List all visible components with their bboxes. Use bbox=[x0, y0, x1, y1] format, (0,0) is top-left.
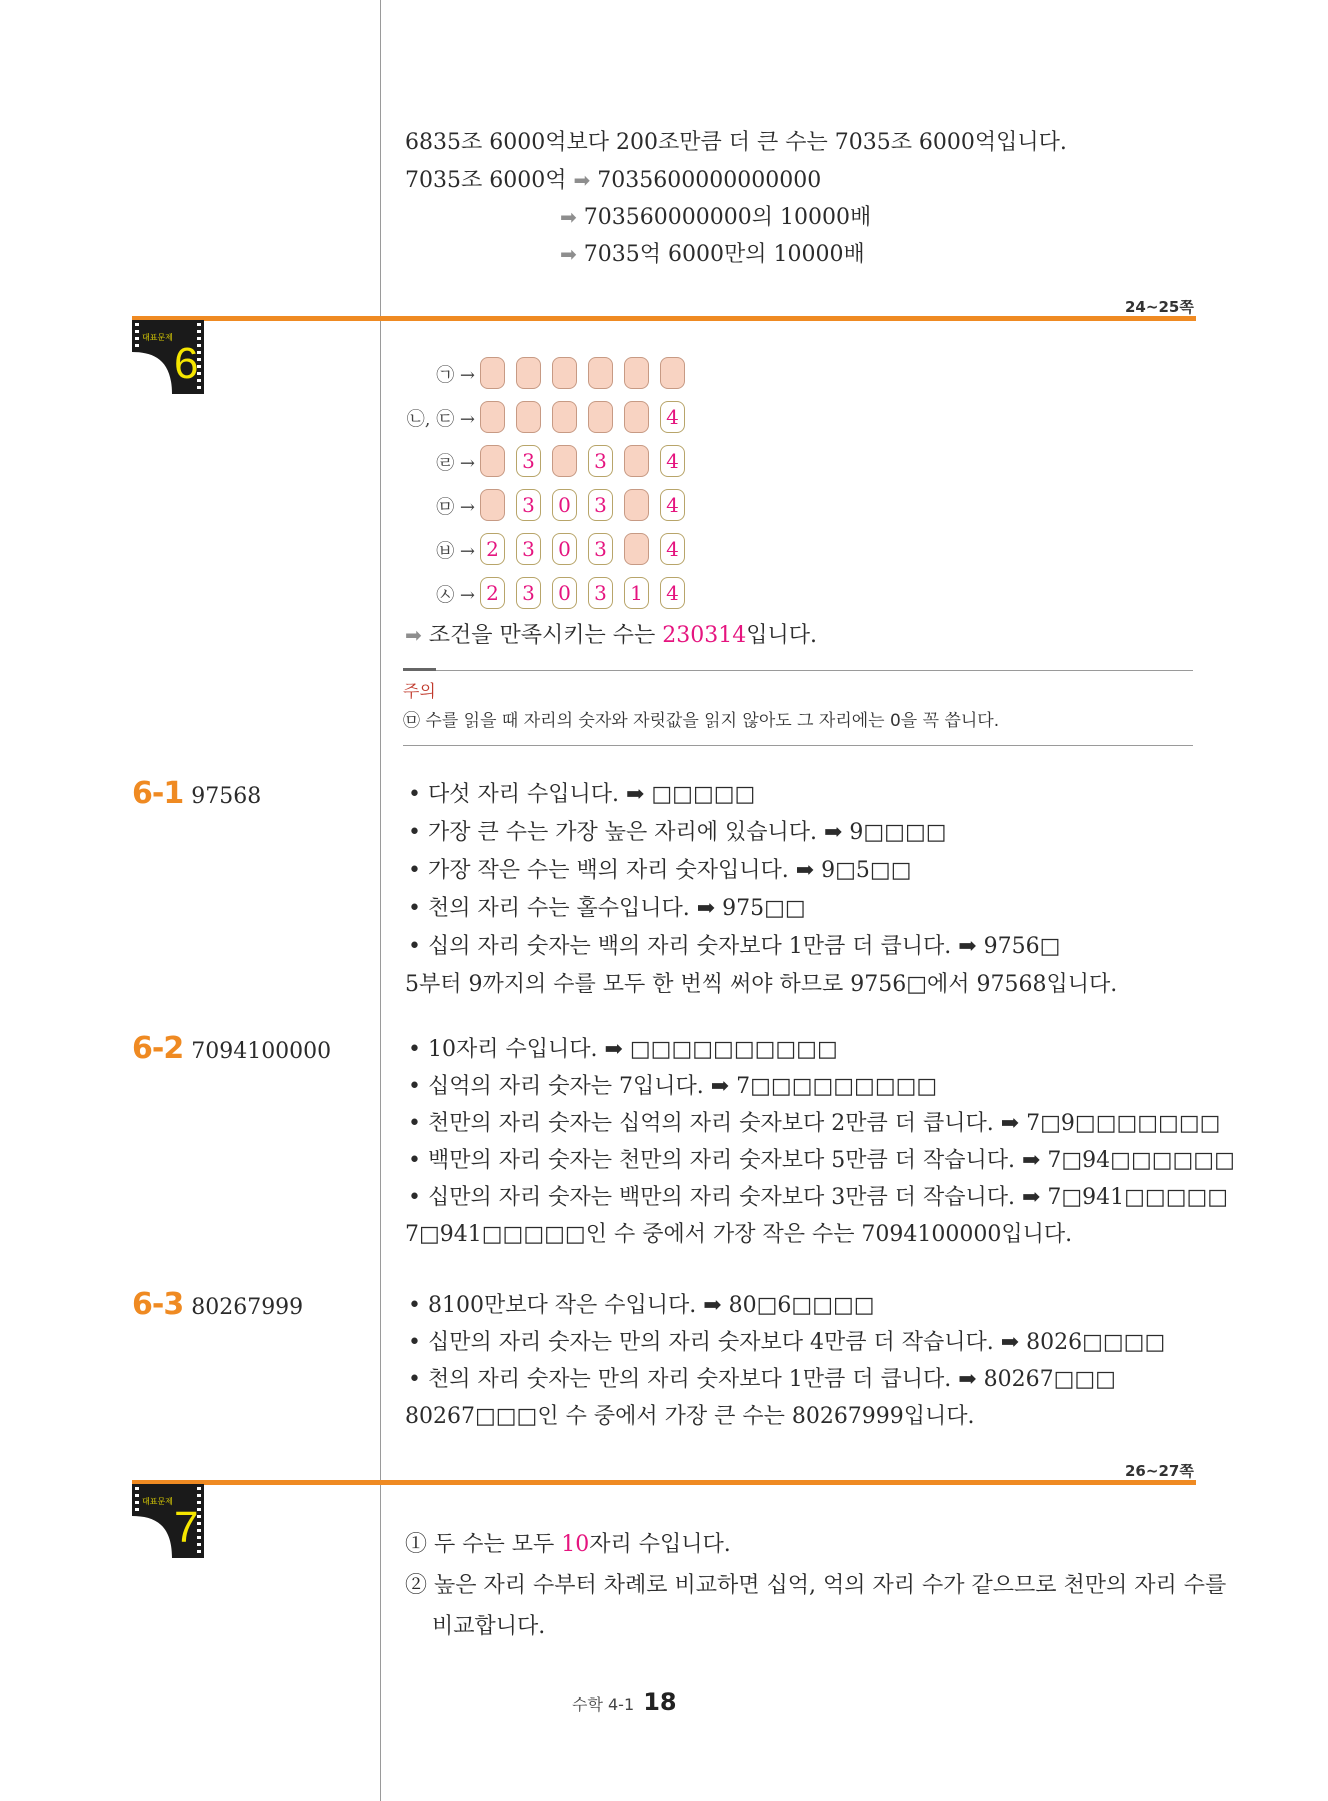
problem-answer: 97568 bbox=[191, 784, 262, 809]
intro-line-1: 6835조 6000억보다 200조만큼 더 큰 수는 7035조 6000억입니다. bbox=[405, 130, 1067, 155]
problem-6-3-label bbox=[132, 1287, 303, 1322]
page-footer bbox=[572, 1688, 677, 1716]
badge-small-label: 대표문제 bbox=[142, 333, 173, 342]
problem-answer: 80267999 bbox=[191, 1295, 304, 1320]
grid-cell: 3 bbox=[588, 445, 613, 477]
conclusion-suffix: 입니다. bbox=[746, 623, 818, 648]
intro-line-2-left: 7035조 6000억 bbox=[405, 168, 567, 193]
grid-row-label: ㉠ → bbox=[436, 365, 475, 386]
grid-cell bbox=[480, 445, 505, 477]
grid-row-label: ㉤ → bbox=[436, 497, 475, 518]
section6-conclusion bbox=[405, 620, 817, 651]
grid-cell bbox=[624, 357, 649, 389]
grid-cell bbox=[660, 357, 685, 389]
solution-line: • 십억의 자리 숫자는 7입니다. ➡ 7□□□□□□□□□ bbox=[408, 1074, 938, 1099]
problem-number: 6-3 bbox=[132, 1287, 184, 1322]
grid-cell bbox=[480, 401, 505, 433]
badge-number: 6 bbox=[174, 339, 199, 388]
grid-row-label: ㉣ → bbox=[436, 453, 475, 474]
grid-cell bbox=[480, 489, 505, 521]
solution-line: • 십만의 자리 숫자는 만의 자리 숫자보다 4만큼 더 작습니다. ➡ 8026□□□□ bbox=[408, 1330, 1166, 1355]
solution-line: • 가장 큰 수는 가장 높은 자리에 있습니다. ➡ 9□□□□ bbox=[408, 820, 947, 845]
intro-line-4-text: 7035억 6000만의 10000배 bbox=[583, 242, 865, 267]
badge-number: 7 bbox=[174, 1503, 199, 1552]
grid-cell bbox=[624, 533, 649, 565]
grid-row-label: ㉥ → bbox=[436, 541, 475, 562]
solution-line: • 십만의 자리 숫자는 백만의 자리 숫자보다 3만큼 더 작습니다. ➡ 7□941□□□□□ bbox=[408, 1185, 1229, 1210]
grid-cell: 3 bbox=[588, 533, 613, 565]
grid-cell bbox=[588, 401, 613, 433]
grid-cell bbox=[624, 445, 649, 477]
section7-line1-number: 10 bbox=[561, 1532, 590, 1557]
grid-cell: 4 bbox=[660, 401, 685, 433]
conclusion-number: 230314 bbox=[662, 623, 747, 648]
note-text: ㉤ 수를 읽을 때 자리의 숫자와 자릿값을 읽지 않아도 그 자리에는 0을 꼭 씁니다. bbox=[403, 711, 1000, 731]
section-divider-7 bbox=[132, 1480, 1196, 1485]
arrow-icon: ➡ bbox=[560, 242, 577, 266]
problem-6-2-label bbox=[132, 1031, 331, 1066]
grid-cell: 4 bbox=[660, 577, 685, 609]
grid-cell: 3 bbox=[588, 577, 613, 609]
center-divider bbox=[380, 0, 381, 1801]
grid-cell: 3 bbox=[516, 533, 541, 565]
problem-number: 6-2 bbox=[132, 1031, 184, 1066]
grid-cell bbox=[552, 401, 577, 433]
representative-problem-7-badge bbox=[132, 1484, 204, 1558]
grid-row-label: ㉡, ㉢ → bbox=[406, 409, 475, 430]
grid-cell: 1 bbox=[624, 577, 649, 609]
representative-problem-6-badge bbox=[132, 320, 204, 394]
solution-line: • 천만의 자리 숫자는 십억의 자리 숫자보다 2만큼 더 큽니다. ➡ 7□9□□□□□□□ bbox=[408, 1111, 1221, 1136]
grid-cell bbox=[552, 445, 577, 477]
section7-line-1 bbox=[405, 1530, 731, 1560]
note-marker bbox=[403, 668, 436, 671]
section7-line1-before: ① 두 수는 모두 bbox=[405, 1532, 562, 1557]
page-range-26-27: 26~27쪽 bbox=[1125, 1462, 1194, 1480]
problem-number: 6-1 bbox=[132, 776, 184, 811]
grid-cell bbox=[516, 401, 541, 433]
section7-line-2: ② 높은 자리 수부터 차례로 비교하면 십억, 억의 자리 수가 같으므로 천만의 자리 수를 bbox=[405, 1573, 1227, 1598]
grid-cell bbox=[516, 357, 541, 389]
grid-cell: 4 bbox=[660, 445, 685, 477]
solution-line: • 8100만보다 작은 수입니다. ➡ 80□6□□□□ bbox=[408, 1293, 875, 1318]
section7-line-3: 비교합니다. bbox=[432, 1614, 546, 1639]
note-top-rule bbox=[403, 670, 1193, 671]
footer-subject: 수학 4-1 bbox=[572, 1695, 635, 1714]
problem-answer: 7094100000 bbox=[191, 1039, 332, 1064]
grid-cell: 2 bbox=[480, 577, 505, 609]
solution-line: • 가장 작은 수는 백의 자리 숫자입니다. ➡ 9□5□□ bbox=[408, 858, 912, 883]
solution-line: 7□941□□□□□인 수 중에서 가장 작은 수는 7094100000입니다. bbox=[405, 1222, 1073, 1247]
solution-line: • 다섯 자리 수입니다. ➡ □□□□□ bbox=[408, 782, 756, 807]
arrow-icon: ➡ bbox=[405, 623, 422, 647]
arrow-icon: ➡ bbox=[573, 168, 591, 192]
solution-line: • 10자리 수입니다. ➡ □□□□□□□□□□ bbox=[408, 1037, 838, 1062]
solution-line: 5부터 9까지의 수를 모두 한 번씩 써야 하므로 9756□에서 97568입니다. bbox=[405, 972, 1118, 997]
intro-line-2-right: 7035600000000000 bbox=[597, 168, 822, 193]
grid-cell: 3 bbox=[516, 577, 541, 609]
intro-line-3 bbox=[560, 202, 871, 233]
grid-cell: 2 bbox=[480, 533, 505, 565]
note-title: 주의 bbox=[403, 682, 436, 702]
grid-cell: 0 bbox=[552, 489, 577, 521]
grid-cell: 0 bbox=[552, 577, 577, 609]
grid-cell bbox=[624, 401, 649, 433]
solution-line: • 백만의 자리 숫자는 천만의 자리 숫자보다 5만큼 더 작습니다. ➡ 7□94□□□□□□ bbox=[408, 1148, 1235, 1173]
grid-cell: 3 bbox=[588, 489, 613, 521]
intro-line-2 bbox=[405, 165, 821, 196]
intro-line-3-text: 703560000000의 10000배 bbox=[583, 205, 872, 230]
page-number: 18 bbox=[643, 1688, 677, 1716]
solution-line: • 십의 자리 숫자는 백의 자리 숫자보다 1만큼 더 큽니다. ➡ 9756□ bbox=[408, 934, 1061, 959]
note-bottom-rule bbox=[403, 745, 1193, 746]
section-divider-6 bbox=[132, 316, 1196, 321]
grid-cell bbox=[624, 489, 649, 521]
badge-small-label: 대표문제 bbox=[142, 1497, 173, 1506]
grid-cell bbox=[588, 357, 613, 389]
page-range-24-25: 24~25쪽 bbox=[1125, 298, 1194, 316]
solution-line: • 천의 자리 수는 홀수입니다. ➡ 975□□ bbox=[408, 896, 806, 921]
section7-line1-after: 자리 수입니다. bbox=[589, 1532, 731, 1557]
solution-line: 80267□□□인 수 중에서 가장 큰 수는 80267999입니다. bbox=[405, 1404, 975, 1429]
intro-line-4 bbox=[560, 239, 865, 270]
grid-cell: 3 bbox=[516, 445, 541, 477]
arrow-icon: ➡ bbox=[560, 205, 577, 229]
grid-row-label: ㉦ → bbox=[436, 585, 475, 606]
grid-cell: 0 bbox=[552, 533, 577, 565]
grid-cell: 3 bbox=[516, 489, 541, 521]
problem-6-1-label bbox=[132, 776, 261, 811]
grid-cell bbox=[480, 357, 505, 389]
grid-cell: 4 bbox=[660, 489, 685, 521]
grid-cell: 4 bbox=[660, 533, 685, 565]
conclusion-text: 조건을 만족시키는 수는 bbox=[428, 623, 663, 648]
grid-cell bbox=[552, 357, 577, 389]
solution-line: • 천의 자리 숫자는 만의 자리 숫자보다 1만큼 더 큽니다. ➡ 80267□□□ bbox=[408, 1367, 1116, 1392]
